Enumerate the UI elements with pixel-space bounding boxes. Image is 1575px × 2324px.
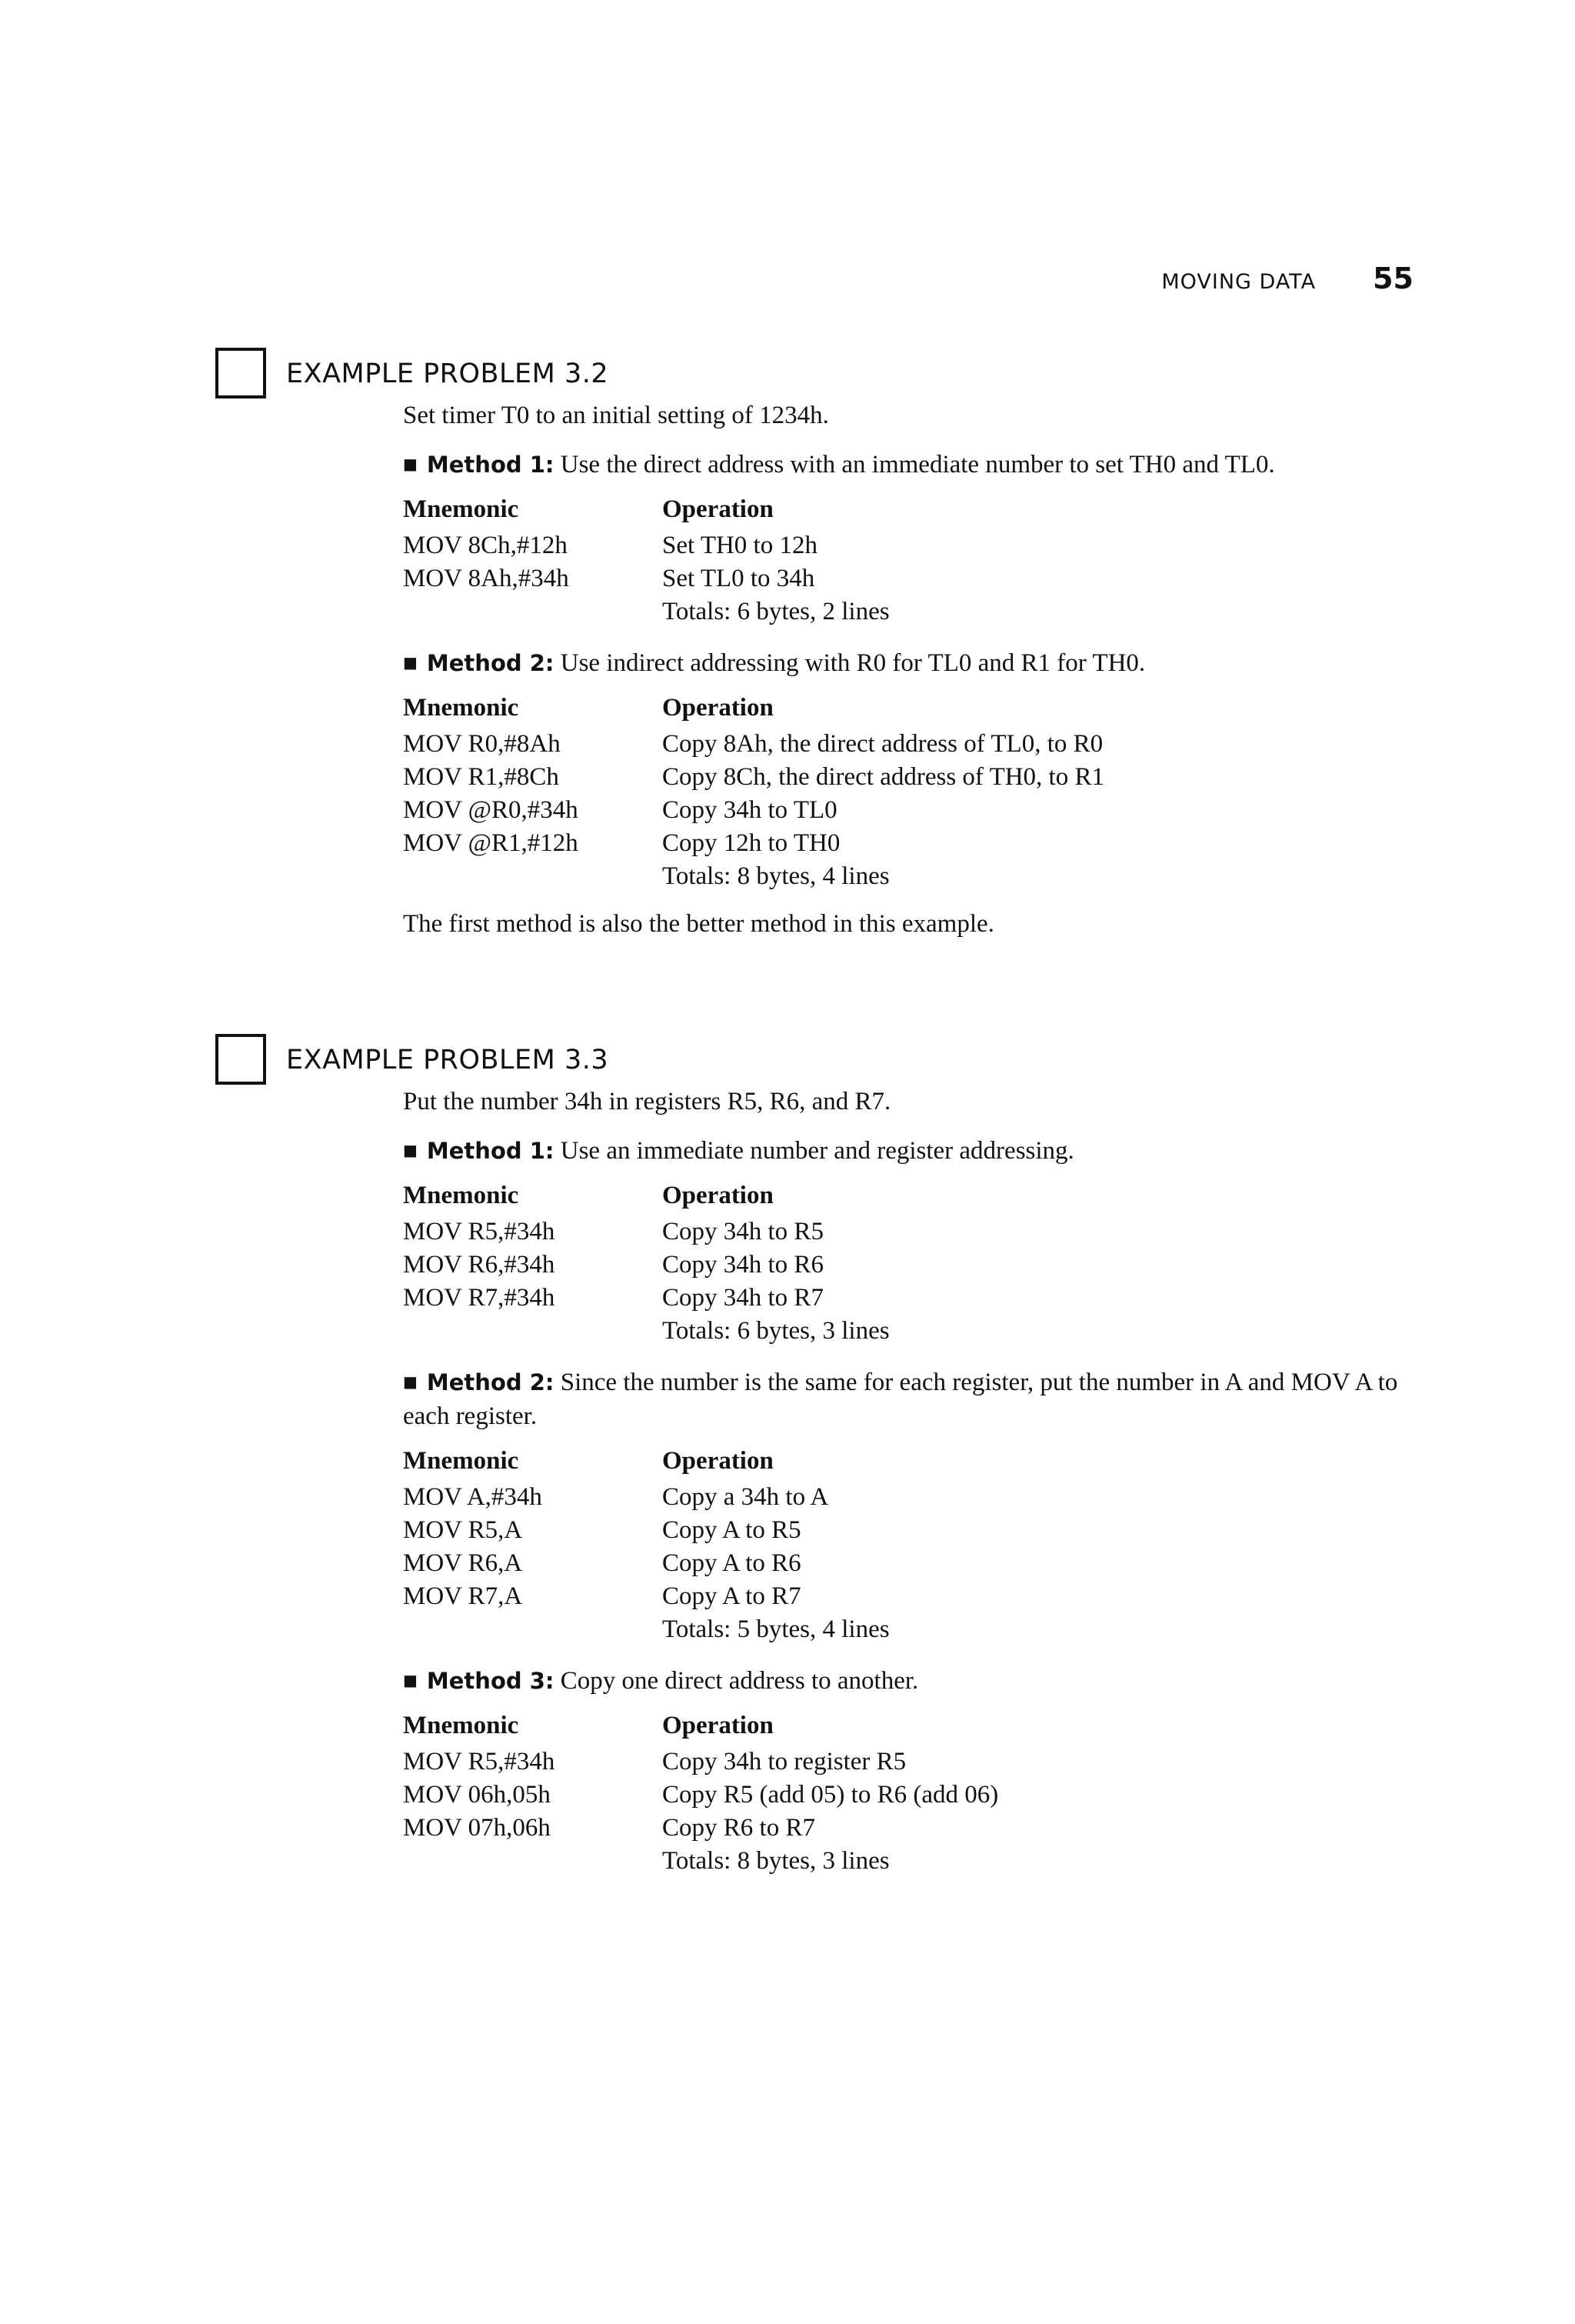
bullet-icon: ■	[403, 1372, 418, 1391]
mnemonic-cell: MOV R5,#34h	[403, 1218, 555, 1245]
method-description	[403, 1133, 1426, 1168]
column-header-mnemonic: Mnemonic	[403, 495, 519, 523]
table-row	[403, 1282, 890, 1315]
column-header-mnemonic: Mnemonic	[403, 1182, 519, 1209]
operation-cell: Copy 34h to R6	[662, 1251, 824, 1279]
problem-heading	[215, 348, 1430, 402]
operation-cell: Copy R5 (add 05) to R6 (add 06)	[662, 1781, 999, 1809]
operation-cell: Copy 8Ah, the direct address of TL0, to R0	[662, 730, 1104, 758]
column-header-operation: Operation	[662, 694, 774, 722]
instruction-table	[403, 692, 1104, 893]
operation-cell: Set TH0 to 12h	[662, 532, 817, 559]
method-description	[403, 1663, 1426, 1698]
table-row	[403, 794, 1104, 827]
mnemonic-cell: MOV R5,A	[403, 1516, 523, 1544]
operation-cell: Copy R6 to R7	[662, 1814, 815, 1842]
mnemonic-cell: MOV 8Ah,#34h	[403, 565, 569, 592]
mnemonic-cell: MOV R6,#34h	[403, 1251, 555, 1279]
bullet-icon: ■	[403, 1671, 418, 1689]
table-row	[403, 1779, 998, 1812]
method-description	[403, 447, 1426, 482]
operation-cell: Totals: 8 bytes, 4 lines	[662, 862, 890, 890]
bullet-icon: ■	[403, 1141, 418, 1159]
example-problem	[215, 1034, 1430, 1895]
table-row	[403, 860, 1104, 893]
mnemonic-cell	[403, 1845, 662, 1878]
method-label: Method 1:	[426, 452, 554, 478]
table-row	[403, 1249, 890, 1282]
method-text: Use an immediate number and register addressing.	[560, 1137, 1074, 1165]
mnemonic-cell: MOV 8Ch,#12h	[403, 532, 568, 559]
mnemonic-cell: MOV R5,#34h	[403, 1748, 555, 1776]
checkbox-icon	[215, 348, 266, 398]
table-row	[403, 562, 890, 595]
instruction-table	[403, 1445, 890, 1646]
table-row	[403, 1514, 890, 1547]
mnemonic-cell	[403, 595, 662, 629]
bullet-icon: ■	[403, 653, 418, 672]
table-row	[403, 1215, 890, 1249]
column-header-operation: Operation	[662, 495, 774, 523]
table-row	[403, 1613, 890, 1646]
table-row	[403, 1580, 890, 1613]
operation-cell: Totals: 6 bytes, 2 lines	[662, 598, 890, 625]
method-text: Use the direct address with an immediate number to set TH0 and TL0.	[560, 451, 1275, 478]
operation-cell: Copy 34h to R5	[662, 1218, 824, 1245]
page-header	[1161, 262, 1414, 295]
problem-statement: Put the number 34h in registers R5, R6, and R7.	[403, 1088, 891, 1115]
column-header-operation: Operation	[662, 1712, 774, 1739]
mnemonic-cell: MOV 06h,05h	[403, 1781, 551, 1809]
method-label: Method 1:	[426, 1138, 554, 1164]
table-row	[403, 761, 1104, 794]
table-header-row	[403, 494, 890, 529]
table-row	[403, 1481, 890, 1514]
table-row	[403, 595, 890, 629]
method-label: Method 2:	[426, 1369, 554, 1395]
mnemonic-cell: MOV R0,#8Ah	[403, 730, 561, 758]
table-header-row	[403, 1180, 890, 1215]
operation-cell: Copy 34h to R7	[662, 1284, 824, 1312]
column-header-mnemonic: Mnemonic	[403, 1447, 519, 1475]
table-header-row	[403, 1445, 890, 1481]
operation-cell: Copy 34h to TL0	[662, 796, 837, 824]
table-row	[403, 1812, 998, 1845]
problem-title: EXAMPLE PROBLEM 3.2	[286, 358, 609, 389]
method-label: Method 3:	[426, 1668, 554, 1694]
column-header-mnemonic: Mnemonic	[403, 694, 519, 722]
column-header-operation: Operation	[662, 1447, 774, 1475]
mnemonic-cell: MOV A,#34h	[403, 1483, 542, 1511]
table-row	[403, 728, 1104, 761]
operation-cell: Set TL0 to 34h	[662, 565, 815, 592]
mnemonic-cell: MOV @R1,#12h	[403, 829, 578, 857]
running-head: MOVING DATA	[1161, 270, 1317, 294]
table-row	[403, 1845, 998, 1878]
mnemonic-cell: MOV R7,#34h	[403, 1284, 555, 1312]
operation-cell: Copy a 34h to A	[662, 1483, 829, 1511]
operation-cell: Copy 8Ch, the direct address of TH0, to R1	[662, 763, 1104, 791]
mnemonic-cell: MOV R1,#8Ch	[403, 763, 559, 791]
problem-statement: Set timer T0 to an initial setting of 1234h.	[403, 402, 829, 429]
table-row	[403, 1547, 890, 1580]
table-row	[403, 827, 1104, 860]
table-header-row	[403, 1710, 998, 1746]
method-text: Use indirect addressing with R0 for TL0 and R1 for TH0.	[560, 649, 1146, 677]
operation-cell: Totals: 6 bytes, 3 lines	[662, 1317, 890, 1345]
mnemonic-cell: MOV R6,A	[403, 1549, 523, 1577]
mnemonic-cell	[403, 1613, 662, 1646]
operation-cell: Copy A to R5	[662, 1516, 801, 1544]
operation-cell: Copy 12h to TH0	[662, 829, 841, 857]
table-header-row	[403, 692, 1104, 728]
problem-title: EXAMPLE PROBLEM 3.3	[286, 1045, 609, 1075]
table-row	[403, 1746, 998, 1779]
table-row	[403, 529, 890, 562]
instruction-table	[403, 494, 890, 629]
mnemonic-cell: MOV R7,A	[403, 1582, 523, 1610]
column-header-mnemonic: Mnemonic	[403, 1712, 519, 1739]
mnemonic-cell: MOV 07h,06h	[403, 1814, 551, 1842]
operation-cell: Totals: 5 bytes, 4 lines	[662, 1615, 890, 1643]
checkbox-icon	[215, 1034, 266, 1085]
instruction-table	[403, 1710, 998, 1878]
mnemonic-cell	[403, 860, 662, 893]
operation-cell: Totals: 8 bytes, 3 lines	[662, 1847, 890, 1875]
method-text: Copy one direct address to another.	[560, 1667, 919, 1695]
page-number: 55	[1373, 262, 1414, 295]
method-label: Method 2:	[426, 650, 554, 676]
operation-cell: Copy A to R7	[662, 1582, 801, 1610]
instruction-table	[403, 1180, 890, 1348]
mnemonic-cell: MOV @R0,#34h	[403, 796, 578, 824]
method-description	[403, 645, 1426, 680]
conclusion-text: The first method is also the better method in this example.	[403, 910, 994, 938]
example-problem	[215, 348, 1430, 939]
mnemonic-cell	[403, 1315, 662, 1348]
operation-cell: Copy 34h to register R5	[662, 1748, 907, 1776]
bullet-icon: ■	[403, 455, 418, 473]
method-description	[403, 1365, 1426, 1433]
method-text: Since the number is the same for each register, put the number in A and MOV A to each register.	[403, 1369, 1398, 1430]
column-header-operation: Operation	[662, 1182, 774, 1209]
problem-body	[403, 1088, 1426, 1878]
problem-heading	[215, 1034, 1430, 1088]
operation-cell: Copy A to R6	[662, 1549, 801, 1577]
problem-body	[403, 402, 1426, 939]
table-row	[403, 1315, 890, 1348]
